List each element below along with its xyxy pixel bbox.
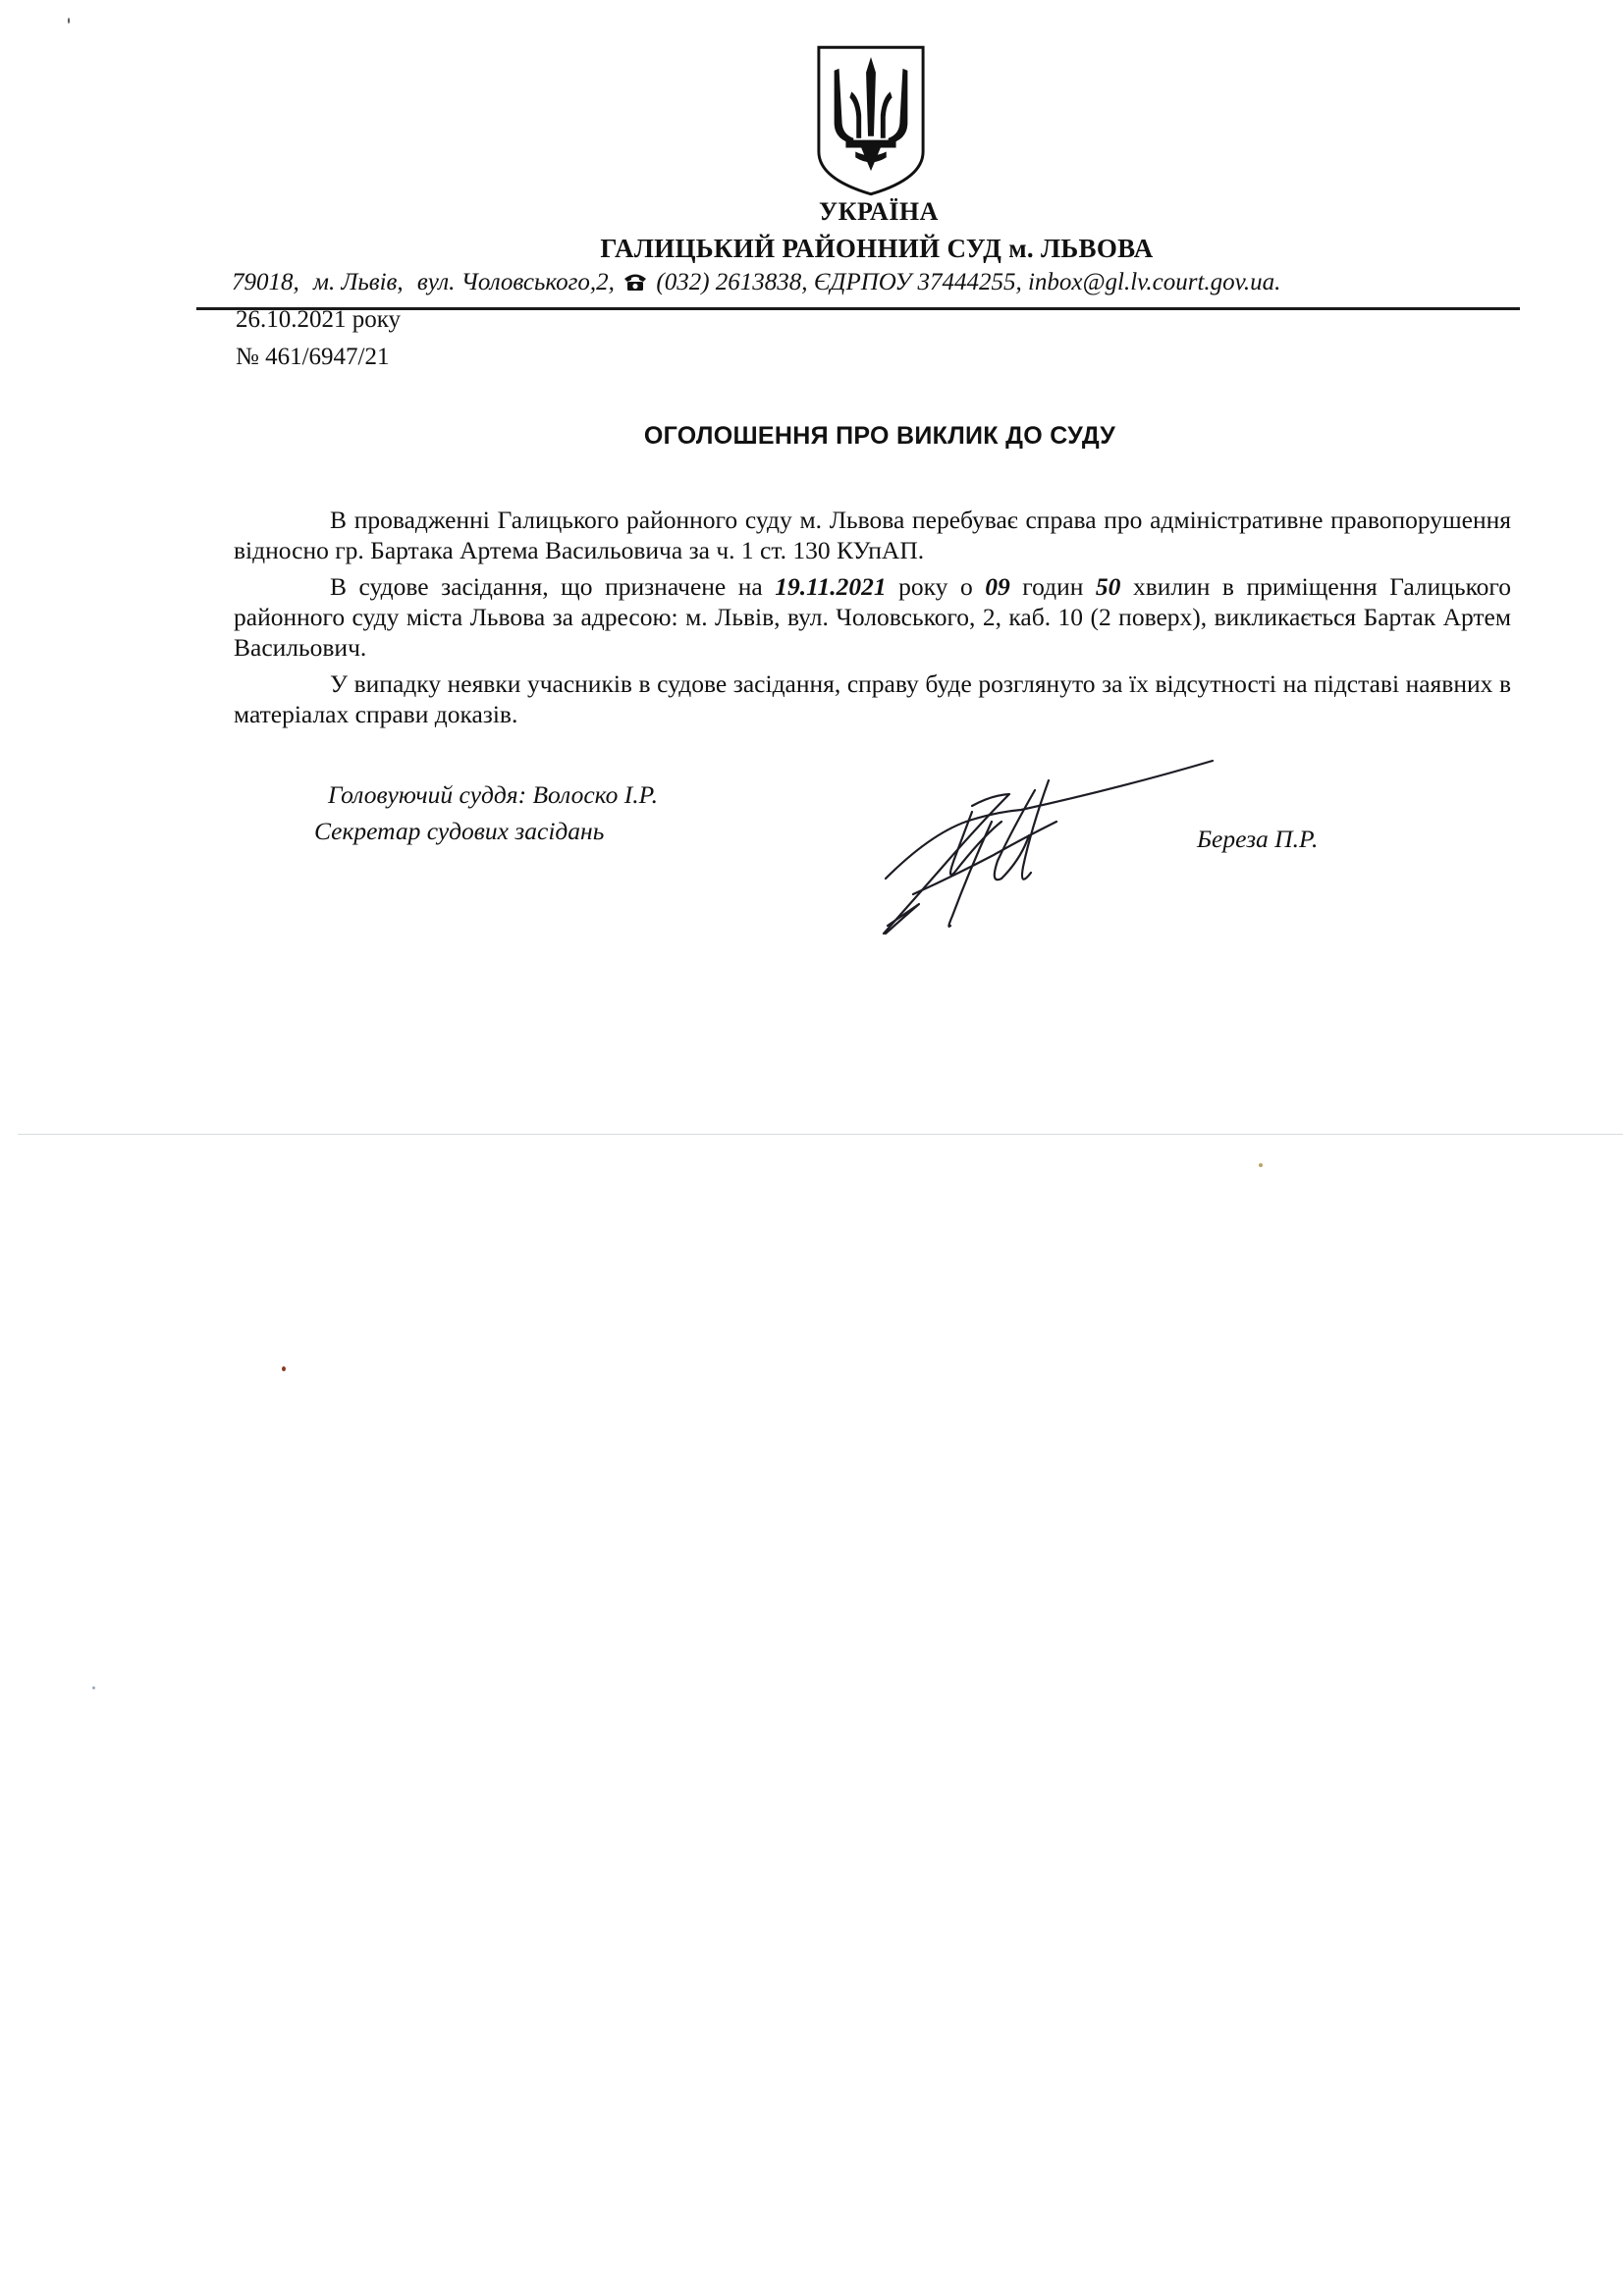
document-body [234, 505, 1511, 729]
email-address: inbox@gl.lv.court.gov.ua. [1027, 269, 1281, 295]
hearing-hour: 09 [985, 572, 1010, 601]
edrpou-code: ЄДРПОУ 37444255, [813, 269, 1022, 295]
secretary-label: Секретар судових засідань [314, 817, 605, 845]
street: вул. Чоловського,2, [416, 269, 615, 295]
telephone-icon [622, 271, 648, 293]
scan-page-edge [18, 1134, 1623, 1135]
trident-coat-of-arms-icon [813, 43, 929, 198]
paragraph-hearing-details [234, 571, 1511, 663]
paragraph-absence-notice: У випадку неявки учасників в судове засідання, справу буде розглянуто за їх відсутності на підставі наявних в матеріалах справи доказів. [234, 669, 1511, 728]
hearing-minutes: 50 [1095, 572, 1121, 601]
postcode: 79018, [232, 269, 299, 295]
phone-number: (032) 2613838, [656, 269, 808, 295]
hearing-date: 19.11.2021 [775, 572, 887, 601]
paragraph-case-info: В провадженні Галицького районного суду м. Львова перебуває справа про адміністративне правопорушення відносно гр. Бартака Артема Васильовича за ч. 1 ст. 130 КУпАП. [234, 506, 1511, 564]
scan-speck [1259, 1163, 1263, 1167]
text-fragment: року о [886, 572, 986, 601]
court-address-line [232, 269, 1479, 296]
court-name-heading: ГАЛИЦЬКИЙ РАЙОННИЙ СУД м. ЛЬВОВА [600, 234, 1154, 263]
document-title: ОГОЛОШЕННЯ ПРО ВИКЛИК ДО СУДУ [643, 422, 1116, 450]
scan-speck [282, 1366, 286, 1371]
scan-speck [68, 18, 70, 24]
text-fragment: хвилин в приміщення Галицького районного суду міста Львова за адресою: м. Львів, вул. Чоловського, 2, каб. 10 (2 поверх), викликається Бартак Артем Васильович. [234, 572, 1511, 662]
handwritten-signature [825, 751, 1227, 952]
scan-speck [92, 1686, 95, 1689]
country-heading: УКРАЇНА [819, 197, 939, 226]
city: м. Львів, [313, 269, 404, 295]
text-fragment: годин [1009, 572, 1096, 601]
presiding-judge: Головуючий суддя: Волоско І.Р. [328, 780, 658, 809]
text-fragment: В судове засідання, що призначене на [330, 572, 776, 601]
case-number: № 461/6947/21 [236, 344, 390, 370]
secretary-name: Береза П.Р. [1197, 825, 1319, 853]
document-date: 26.10.2021 року [236, 306, 402, 333]
